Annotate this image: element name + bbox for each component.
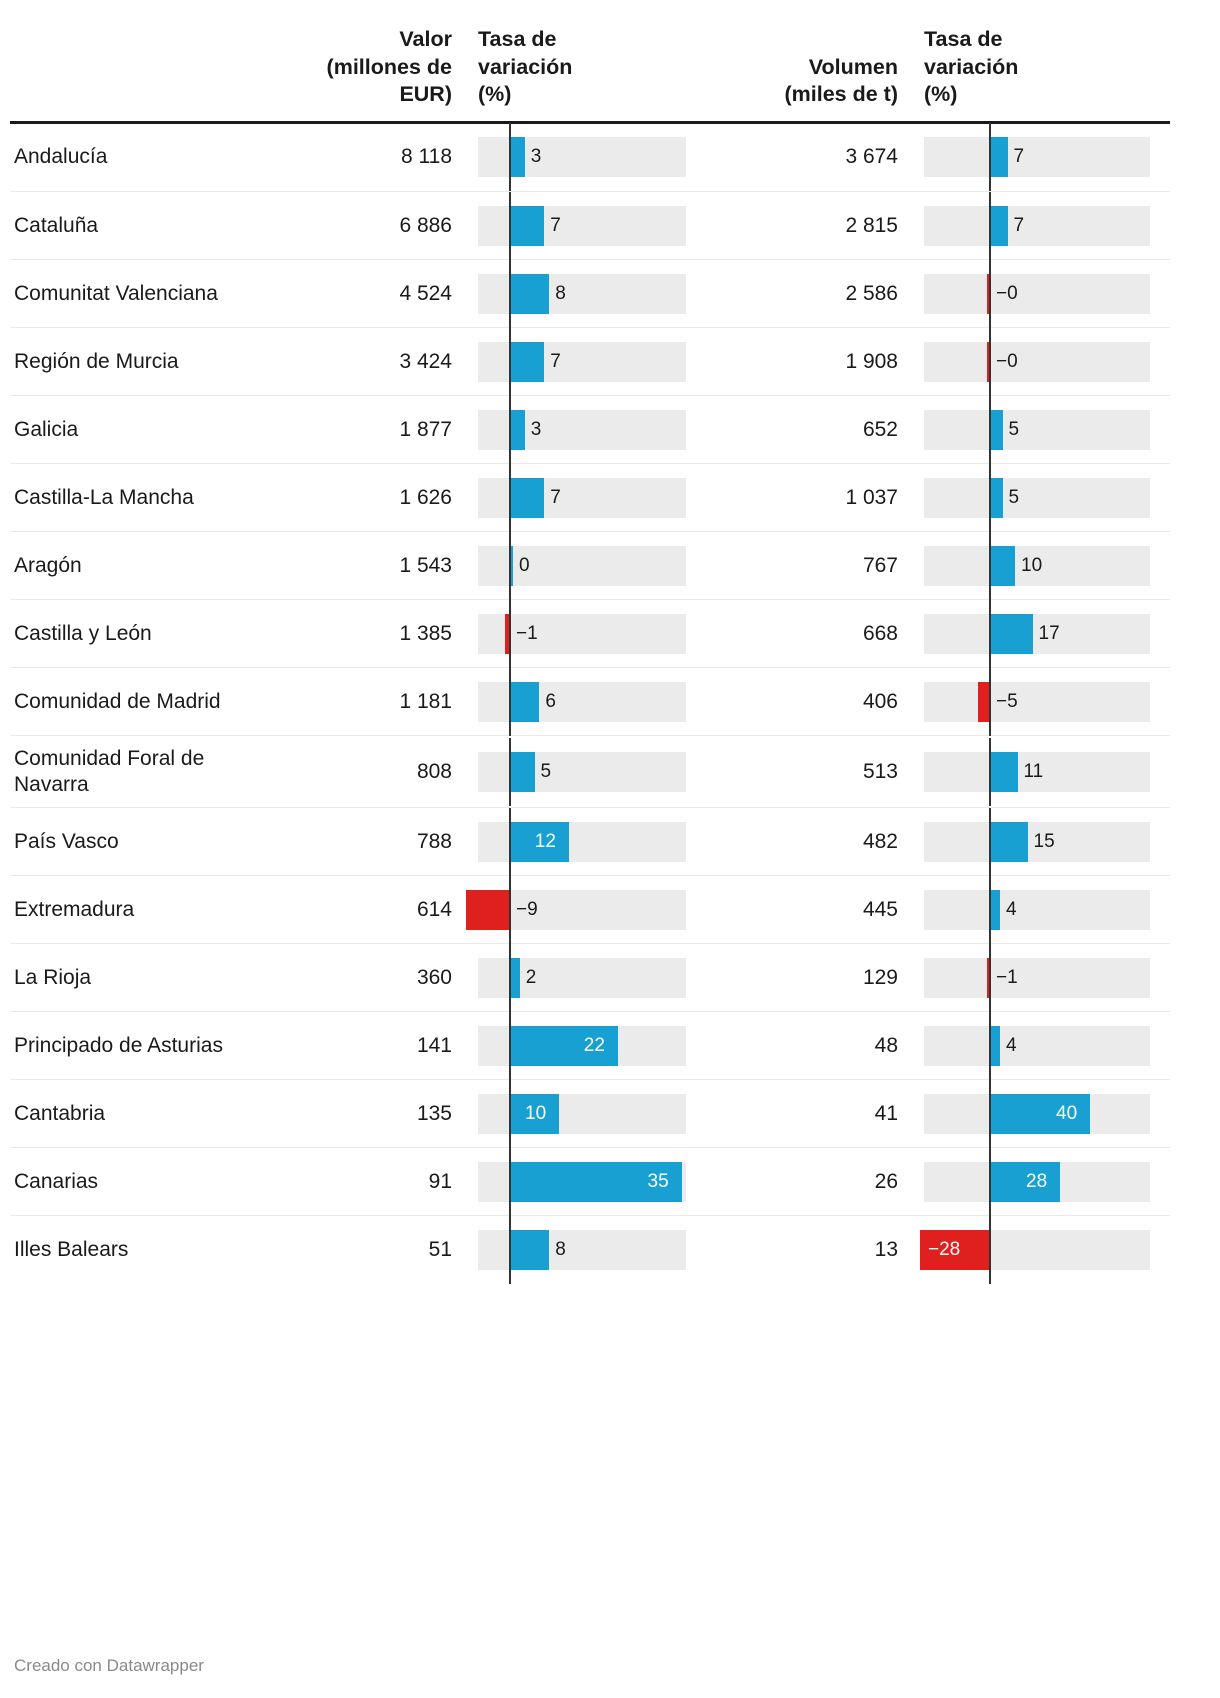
- bar-cell: [458, 260, 706, 328]
- bar-track: [478, 1026, 686, 1066]
- row-valor-value: 135: [268, 1080, 458, 1148]
- data-table: [10, 26, 1170, 1284]
- row-region-label: La Rioja: [10, 944, 268, 1012]
- bar-positive: [510, 342, 544, 382]
- column-header-valor-line2: (millones de: [326, 54, 452, 79]
- bar-value-label: 22: [583, 1034, 605, 1056]
- bar-cell: [458, 1216, 706, 1284]
- zero-axis-line: [989, 668, 991, 736]
- bar-value-label: 5: [1008, 486, 1020, 508]
- row-region-label: Comunidad de Madrid: [10, 668, 268, 736]
- table-row: [10, 192, 1170, 260]
- row-valor-value: 1 877: [268, 396, 458, 464]
- zero-axis-line: [509, 944, 511, 1012]
- zero-axis-line: [509, 192, 511, 260]
- bar-value-label: 4: [1006, 1034, 1017, 1056]
- zero-axis-line: [989, 396, 991, 464]
- bar-positive: [990, 546, 1015, 586]
- table-row: [10, 328, 1170, 396]
- bar-value-label: 10: [1021, 554, 1043, 576]
- row-valor-value: 51: [428, 1238, 452, 1262]
- bar-track: [924, 614, 1150, 654]
- zero-axis-line: [989, 532, 991, 600]
- zero-axis-line: [989, 123, 991, 191]
- bar-positive: [510, 410, 525, 450]
- row-valor-value: 1 181: [268, 668, 458, 736]
- bar-cell: [904, 260, 1170, 328]
- bar-positive: [510, 478, 544, 518]
- zero-axis-line: [509, 328, 511, 396]
- bar-track: [478, 1230, 686, 1270]
- bar-positive: [990, 1162, 1060, 1202]
- bar-track: [924, 1026, 1150, 1066]
- row-volumen-value: 445: [706, 876, 904, 944]
- zero-axis-line: [989, 1080, 991, 1148]
- bar-cell: [458, 328, 706, 396]
- zero-axis-line: [989, 944, 991, 1012]
- chart-credit: Creado con Datawrapper: [14, 1656, 204, 1675]
- bar-track: [924, 1162, 1150, 1202]
- column-header-volumen-line2: (miles de t): [784, 82, 898, 107]
- row-valor-value: 8 118: [268, 124, 458, 192]
- zero-axis-line: [509, 123, 511, 191]
- bar-track: [478, 890, 686, 930]
- bar-cell: [458, 944, 706, 1012]
- bar-value-label: 15: [1033, 830, 1055, 852]
- bar-cell: [458, 876, 706, 944]
- row-region-label: Aragón: [10, 532, 268, 600]
- bar-value-label: 2: [525, 966, 537, 988]
- bar-track: [924, 274, 1150, 314]
- zero-axis-line: [509, 668, 511, 736]
- zero-axis-line: [509, 808, 511, 876]
- bar-value-label: 7: [550, 350, 561, 372]
- row-valor-value: 3 424: [268, 328, 458, 396]
- table-row: [10, 260, 1170, 328]
- table-row: [10, 736, 1170, 808]
- table-row: [10, 876, 1170, 944]
- column-header-valor: [268, 26, 458, 121]
- bar-value-label: 6: [545, 690, 556, 712]
- bar-value-label: −0: [996, 282, 1018, 304]
- zero-axis-line: [509, 738, 511, 806]
- row-volumen-value: 41: [706, 1080, 904, 1148]
- zero-axis-line: [989, 1012, 991, 1080]
- zero-axis-line: [509, 464, 511, 532]
- row-region-label: Cantabria: [10, 1080, 268, 1148]
- zero-axis-line: [989, 328, 991, 396]
- row-volumen-value: 513: [706, 736, 904, 808]
- row-volumen-value: 48: [706, 1012, 904, 1080]
- zero-axis-line: [509, 1216, 511, 1284]
- zero-axis-line: [989, 464, 991, 532]
- bar-value-label: 28: [1026, 1170, 1048, 1192]
- bar-value-label: 7: [1013, 214, 1025, 236]
- bar-value-label: 12: [534, 830, 556, 852]
- row-region-label: Illes Balears: [14, 1238, 129, 1262]
- bar-cell: [458, 1080, 706, 1148]
- column-header-tasa-valor-line1: Tasa de: [478, 27, 557, 51]
- table-row: [10, 944, 1170, 1012]
- bar-value-label: −9: [516, 898, 538, 920]
- bar-track: [478, 410, 686, 450]
- bar-cell: [904, 124, 1170, 192]
- bar-value-label: 10: [525, 1102, 547, 1124]
- row-volumen-value: 2 815: [706, 192, 904, 260]
- bar-positive: [510, 752, 535, 792]
- bar-value-label: −0: [996, 350, 1018, 372]
- bar-track: [924, 1094, 1150, 1134]
- row-volumen-value: 2 586: [706, 260, 904, 328]
- table-row: [10, 124, 1170, 192]
- table-body: [10, 124, 1170, 1284]
- zero-axis-line: [989, 192, 991, 260]
- bar-positive: [990, 890, 1000, 930]
- bar-cell: [904, 808, 1170, 876]
- bar-value-label: 40: [1056, 1102, 1078, 1124]
- zero-axis-line: [509, 876, 511, 944]
- bar-track: [924, 410, 1150, 450]
- row-region-label: Castilla y León: [10, 600, 268, 668]
- bar-cell: [904, 668, 1170, 736]
- table-row: [10, 1216, 1170, 1284]
- bar-value-label: −5: [996, 690, 1018, 712]
- bar-track: [478, 206, 686, 246]
- bar-track: [478, 137, 686, 177]
- table-row: [10, 600, 1170, 668]
- row-region-label: Principado de Asturias: [10, 1012, 268, 1080]
- table-row: [10, 1080, 1170, 1148]
- row-volumen-value: 767: [706, 532, 904, 600]
- bar-value-label: 8: [555, 282, 566, 304]
- column-header-tasa-volumen-line2: variación: [924, 54, 1019, 79]
- bar-cell: [458, 1012, 706, 1080]
- row-region-label: Castilla-La Mancha: [10, 464, 268, 532]
- row-region-label: País Vasco: [10, 808, 268, 876]
- zero-axis-line: [509, 1148, 511, 1216]
- column-header-volumen: [706, 26, 904, 121]
- bar-cell: [904, 396, 1170, 464]
- bar-positive: [990, 410, 1003, 450]
- bar-track: [924, 890, 1150, 930]
- bar-value-label: −1: [996, 966, 1018, 988]
- bar-positive: [990, 822, 1028, 862]
- bar-cell: [458, 736, 706, 808]
- bar-value-label: 17: [1038, 622, 1060, 644]
- bar-value-label: 5: [1008, 418, 1020, 440]
- row-region-label: Comunitat Valenciana: [10, 260, 268, 328]
- bar-positive: [510, 682, 539, 722]
- bar-value-label: 7: [550, 214, 561, 236]
- table-row: [10, 464, 1170, 532]
- row-valor-value: 1 385: [268, 600, 458, 668]
- bar-track: [478, 752, 686, 792]
- bar-positive: [990, 206, 1008, 246]
- bar-value-label: 35: [647, 1170, 669, 1192]
- bar-positive: [990, 137, 1008, 177]
- bar-track: [478, 958, 686, 998]
- bar-track: [924, 546, 1150, 586]
- bar-negative: [466, 890, 510, 930]
- column-header-volumen-line1: Volumen: [808, 54, 898, 79]
- table-row: [10, 668, 1170, 736]
- bar-cell: [904, 328, 1170, 396]
- bar-cell: [904, 876, 1170, 944]
- row-valor-value: 6 886: [268, 192, 458, 260]
- row-volumen-value: 406: [706, 668, 904, 736]
- table-row: [10, 1148, 1170, 1216]
- bar-positive: [510, 274, 549, 314]
- bar-value-label: −1: [516, 622, 538, 644]
- row-volumen-value: 3 674: [706, 124, 904, 192]
- bar-value-label: 5: [540, 760, 552, 782]
- bar-positive: [990, 752, 1018, 792]
- bar-track: [924, 342, 1150, 382]
- bar-track: [924, 137, 1150, 177]
- bar-cell: [904, 192, 1170, 260]
- row-volumen-value: 26: [706, 1148, 904, 1216]
- column-header-region: [10, 26, 268, 121]
- zero-axis-line: [989, 876, 991, 944]
- row-valor-value: 614: [268, 876, 458, 944]
- bar-positive: [510, 137, 525, 177]
- bar-cell: [904, 1216, 1170, 1284]
- bar-track: [924, 752, 1150, 792]
- bar-cell: [458, 192, 706, 260]
- table-row: [10, 808, 1170, 876]
- bar-value-label: 0: [519, 554, 530, 576]
- column-header-valor-line1: Valor: [399, 27, 452, 51]
- zero-axis-line: [509, 600, 511, 668]
- bar-value-label: −28: [928, 1239, 961, 1261]
- bar-positive: [510, 206, 544, 246]
- row-valor-value: 4 524: [268, 260, 458, 328]
- row-volumen-value: 1 908: [706, 328, 904, 396]
- row-valor-value: 1 543: [268, 532, 458, 600]
- row-volumen-value: 668: [706, 600, 904, 668]
- bar-cell: [458, 124, 706, 192]
- bar-value-label: 3: [530, 418, 542, 440]
- row-region-label: Extremadura: [10, 876, 268, 944]
- row-region-label: Galicia: [10, 396, 268, 464]
- row-valor-value: 141: [268, 1012, 458, 1080]
- bar-track: [478, 1094, 686, 1134]
- row-volumen-value: 652: [706, 396, 904, 464]
- bar-cell: [904, 1012, 1170, 1080]
- zero-axis-line: [509, 1012, 511, 1080]
- bar-value-label: 7: [550, 486, 561, 508]
- bar-cell: [904, 944, 1170, 1012]
- bar-track: [478, 274, 686, 314]
- row-region-label: Comunidad Foral de Navarra: [10, 736, 268, 808]
- bar-value-label: 7: [1013, 146, 1025, 168]
- bar-cell: [458, 808, 706, 876]
- bar-cell: [458, 464, 706, 532]
- zero-axis-line: [509, 396, 511, 464]
- bar-cell: [904, 532, 1170, 600]
- bar-cell: [458, 668, 706, 736]
- zero-axis-line: [989, 1148, 991, 1216]
- bar-track: [924, 822, 1150, 862]
- zero-axis-line: [509, 260, 511, 328]
- bar-track: [924, 478, 1150, 518]
- column-header-valor-line3: EUR): [399, 82, 452, 107]
- bar-positive: [990, 1026, 1000, 1066]
- column-header-tasa-volumen: [904, 26, 1170, 121]
- bar-cell: [904, 1080, 1170, 1148]
- bar-track: [478, 614, 686, 654]
- bar-cell: [904, 736, 1170, 808]
- row-valor-value: 788: [268, 808, 458, 876]
- column-header-tasa-volumen-line1: Tasa de: [924, 27, 1003, 51]
- bar-value-label: 4: [1006, 898, 1017, 920]
- bar-cell: [458, 1148, 706, 1216]
- bar-track: [478, 478, 686, 518]
- bar-cell: [458, 532, 706, 600]
- bar-track: [924, 958, 1150, 998]
- zero-axis-line: [989, 808, 991, 876]
- table-header: [10, 26, 1170, 124]
- bar-track: [478, 546, 686, 586]
- bar-track: [924, 682, 1150, 722]
- column-header-tasa-valor-line2: variación: [478, 54, 573, 79]
- zero-axis-line: [989, 600, 991, 668]
- bar-positive: [990, 478, 1003, 518]
- bar-track: [924, 206, 1150, 246]
- table-row: [10, 396, 1170, 464]
- bar-positive: [510, 958, 520, 998]
- bar-cell: [458, 396, 706, 464]
- zero-axis-line: [989, 260, 991, 328]
- bar-cell: [458, 600, 706, 668]
- table-row: [10, 1012, 1170, 1080]
- bar-track: [478, 682, 686, 722]
- bar-value-label: 3: [530, 146, 542, 168]
- row-volumen-value: 482: [706, 808, 904, 876]
- row-volumen-value: 13: [874, 1238, 898, 1262]
- row-valor-value: 360: [268, 944, 458, 1012]
- row-valor-value: 91: [268, 1148, 458, 1216]
- row-region-label: Cataluña: [10, 192, 268, 260]
- row-volumen-value: 129: [706, 944, 904, 1012]
- row-region-label: Región de Murcia: [10, 328, 268, 396]
- row-region-label: Andalucía: [10, 124, 268, 192]
- bar-positive: [510, 1230, 549, 1270]
- bar-cell: [904, 600, 1170, 668]
- zero-axis-line: [989, 738, 991, 806]
- bar-cell: [904, 464, 1170, 532]
- row-valor-value: 808: [268, 736, 458, 808]
- bar-value-label: 8: [555, 1239, 566, 1261]
- zero-axis-line: [509, 532, 511, 600]
- bar-track: [924, 1230, 1150, 1270]
- table-row: [10, 532, 1170, 600]
- column-header-tasa-valor: [458, 26, 706, 121]
- zero-axis-line: [509, 1080, 511, 1148]
- column-header-tasa-valor-line3: (%): [478, 82, 512, 107]
- bar-cell: [904, 1148, 1170, 1216]
- row-region-label: Canarias: [10, 1148, 268, 1216]
- bar-track: [478, 1162, 686, 1202]
- row-valor-value: 1 626: [268, 464, 458, 532]
- bar-track: [478, 342, 686, 382]
- column-header-tasa-volumen-line3: (%): [924, 82, 958, 107]
- bar-value-label: 11: [1023, 760, 1044, 782]
- row-volumen-value: 1 037: [706, 464, 904, 532]
- bar-positive: [990, 614, 1033, 654]
- zero-axis-line: [989, 1216, 991, 1284]
- bar-track: [478, 822, 686, 862]
